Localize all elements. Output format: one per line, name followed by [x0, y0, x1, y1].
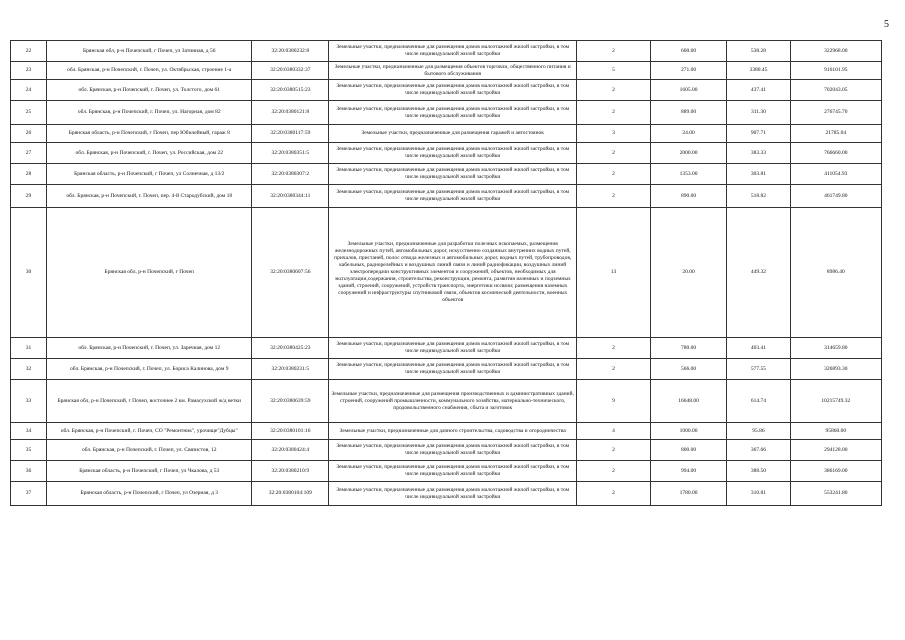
land-use-cell: Земельные участки, предназначенные для размещения домов малоэтажной жилой застройки, в том числе индивидуальной жилой застройки: [329, 338, 577, 359]
land-use-cell: Земельные участки, предназначенные для размещения домов малоэтажной жилой застройки, в том числе индивидуальной жилой застройки: [329, 143, 577, 164]
area-cell: 24.00: [650, 125, 727, 143]
specific-value-cell: 310.81: [727, 482, 790, 506]
specific-value-cell: 577.55: [727, 359, 790, 380]
area-cell: 1780.00: [650, 482, 727, 506]
specific-value-cell: 311.30: [727, 101, 790, 125]
row-number-cell: 33: [11, 380, 47, 423]
address-cell: Брянская область, р-н Почепский, г Почеп, ул Чкалова, д 53: [47, 461, 252, 482]
cadastral-number-cell: 32:20:0380101:16: [252, 423, 329, 440]
cadastral-value-cell: 21785.04: [790, 125, 881, 143]
land-use-cell: Земельные участки, предназначенные для размещения домов малоэтажной жилой застройки, в том числе индивидуальной жилой застройки: [329, 164, 577, 185]
group-number-cell: 3: [577, 125, 650, 143]
specific-value-cell: 383.33: [727, 143, 790, 164]
address-cell: обл. Брянская, р-н Почепский, г. Почеп, ул. Толстого, дом 61: [47, 80, 252, 101]
group-number-cell: 2: [577, 461, 650, 482]
specific-value-cell: 388.50: [727, 461, 790, 482]
group-number-cell: 4: [577, 423, 650, 440]
group-number-cell: 2: [577, 185, 650, 208]
row-number-cell: 32: [11, 359, 47, 380]
group-number-cell: 5: [577, 62, 650, 80]
table-row: [11, 380, 882, 423]
cadastral-value-cell: 411054.93: [790, 164, 881, 185]
area-cell: 890.00: [650, 185, 727, 208]
area-cell: 889.00: [650, 101, 727, 125]
table-row: [11, 482, 882, 506]
cadastral-value-cell: 294128.00: [790, 440, 881, 461]
address-cell: обл. Брянская, р-н Почепский, г. Почеп, пер. 4-й Стародубский, дом 18: [47, 185, 252, 208]
cadastral-value-cell: 10215749.32: [790, 380, 881, 423]
row-number-cell: 25: [11, 101, 47, 125]
cadastral-value-cell: 766660.00: [790, 143, 881, 164]
specific-value-cell: 403.41: [727, 338, 790, 359]
row-number-cell: 31: [11, 338, 47, 359]
table-row: [11, 143, 882, 164]
address-cell: обл. Брянская, р-н Почепский, г. Почеп, ул. Бориса Калинова, дом 9: [47, 359, 252, 380]
row-number-cell: 29: [11, 185, 47, 208]
address-cell: Брянская обл, р-н Почепский, г Почеп, ул Затинная, д 56: [47, 41, 252, 62]
table-row: [11, 101, 882, 125]
cadastral-value-cell: 916101.95: [790, 62, 881, 80]
table-row: [11, 62, 882, 80]
area-cell: 2000.00: [650, 143, 727, 164]
cadastral-number-cell: 32:20:0380515:23: [252, 80, 329, 101]
group-number-cell: 9: [577, 380, 650, 423]
cadastral-number-cell: 32:20:0380332:37: [252, 62, 329, 80]
group-number-cell: 2: [577, 359, 650, 380]
address-cell: обл. Брянская, р-н Почепский, г. Почеп, ул. Заречная, дом 12: [47, 338, 252, 359]
group-number-cell: 2: [577, 41, 650, 62]
specific-value-cell: 907.71: [727, 125, 790, 143]
cadastral-number-cell: 32:20:0380424:4: [252, 440, 329, 461]
page-number: 5: [884, 19, 889, 30]
cadastral-number-cell: 32:20:0380232:8: [252, 41, 329, 62]
cadastral-number-cell: 32:20:0380425:23: [252, 338, 329, 359]
land-use-cell: Земельные участки, предназначенные для размещения домов малоэтажной жилой застройки, в том числе индивидуальной жилой застройки: [329, 101, 577, 125]
cadastral-number-cell: 32:20:0380351:5: [252, 143, 329, 164]
row-number-cell: 37: [11, 482, 47, 506]
table-row: [11, 80, 882, 101]
table-row: [11, 359, 882, 380]
land-use-cell: Земельные участки, предназначенные для размещения домов малоэтажной жилой застройки, в том числе индивидуальной жилой застройки: [329, 41, 577, 62]
cadastral-value-cell: 553241.80: [790, 482, 881, 506]
address-cell: обл. Брянская, р-н Почепский, г. Почеп, ул. Российская, дом 22: [47, 143, 252, 164]
area-cell: 994.00: [650, 461, 727, 482]
area-cell: 20.00: [650, 208, 727, 338]
specific-value-cell: 95.86: [727, 423, 790, 440]
cadastral-value-cell: 386169.00: [790, 461, 881, 482]
area-cell: 16648.00: [650, 380, 727, 423]
cadastral-value-cell: 461749.80: [790, 185, 881, 208]
land-use-cell: Земельные участки, предназначенные для размещения домов малоэтажной жилой застройки, в том числе индивидуальной жилой застройки: [329, 461, 577, 482]
address-cell: Брянская обл, р-н Почепский, г Почеп: [47, 208, 252, 338]
table-row: [11, 338, 882, 359]
row-number-cell: 30: [11, 208, 47, 338]
table-row: [11, 461, 882, 482]
cadastral-value-cell: 314659.80: [790, 338, 881, 359]
specific-value-cell: 437.41: [727, 80, 790, 101]
cadastral-number-cell: 32:20:0380117:59: [252, 125, 329, 143]
land-use-cell: Земельные участки, предназначенные для размещения производственных и административных зданий, строений, сооружений промышленности, коммунального хозяйства, материально-технического, продовольственного снабжения, сбыта и заготовок: [329, 380, 577, 423]
cadastral-number-cell: 32:20:0380231:5: [252, 359, 329, 380]
area-cell: 800.00: [650, 440, 727, 461]
cadastral-number-cell: 32:20:0380639:59: [252, 380, 329, 423]
cadastral-number-cell: 32:20:0380121:8: [252, 101, 329, 125]
cadastral-number-cell: 32:20:0380210:9: [252, 461, 329, 482]
cadastral-value-cell: 8986.40: [790, 208, 881, 338]
row-number-cell: 24: [11, 80, 47, 101]
table-row: [11, 440, 882, 461]
land-use-cell: Земельные участки, предназначенные для размещения домов малоэтажной жилой застройки, в том числе индивидуальной жилой застройки: [329, 185, 577, 208]
table-body: [11, 41, 882, 506]
row-number-cell: 27: [11, 143, 47, 164]
land-use-cell: Земельные участки, предназначенные для размещения домов малоэтажной жилой застройки, в том числе индивидуальной жилой застройки: [329, 440, 577, 461]
cadastral-value-cell: 326893.30: [790, 359, 881, 380]
area-cell: 1000.00: [650, 423, 727, 440]
row-number-cell: 28: [11, 164, 47, 185]
area-cell: 780.00: [650, 338, 727, 359]
cadastral-number-cell: 32:20:0380307:2: [252, 164, 329, 185]
address-cell: Брянская обл, р-н Почепский, г Почеп, восточнее 2 км. Рамасухской ж/д ветки: [47, 380, 252, 423]
row-number-cell: 34: [11, 423, 47, 440]
cadastral-number-cell: 32:20:0380344:11: [252, 185, 329, 208]
specific-value-cell: 538.28: [727, 41, 790, 62]
row-number-cell: 26: [11, 125, 47, 143]
address-cell: обл. Брянская, р-н Почепский, г. Почеп, ул. Нагорная, дом 82: [47, 101, 252, 125]
specific-value-cell: 303.81: [727, 164, 790, 185]
specific-value-cell: 518.82: [727, 185, 790, 208]
specific-value-cell: 449.32: [727, 208, 790, 338]
address-cell: обл. Брянская, р-н Почепский, г. Почеп, СО "Ремонтник", урочище"Дубцы": [47, 423, 252, 440]
row-number-cell: 35: [11, 440, 47, 461]
cadastral-number-cell: 32:20:0380607:56: [252, 208, 329, 338]
cadastral-value-cell: 276745.70: [790, 101, 881, 125]
area-cell: 1605.00: [650, 80, 727, 101]
group-number-cell: 2: [577, 164, 650, 185]
table-row: [11, 185, 882, 208]
table-row: [11, 41, 882, 62]
row-number-cell: 22: [11, 41, 47, 62]
land-use-cell: Земельные участки, предназначенные для размещения домов малоэтажной жилой застройки, в том числе индивидуальной жилой застройки: [329, 80, 577, 101]
land-use-cell: Земельные участки, предназначенные для дачного строительства, садоводства и огородничества: [329, 423, 577, 440]
address-cell: обл. Брянская, р-н Почепский, г. Почеп, ул. Октябрьская, строение 1-а: [47, 62, 252, 80]
address-cell: Брянская область, р-н Почепский, г Почеп, ул Солнечная, д 13/2: [47, 164, 252, 185]
land-use-cell: Земельные участки, предназначенные для размещения домов малоэтажной жилой застройки, в том числе индивидуальной жилой застройки: [329, 359, 577, 380]
area-cell: 1353.00: [650, 164, 727, 185]
address-cell: Брянская область, р-н Почепский, г Почеп, пер Юбилейный, гараж 8: [47, 125, 252, 143]
land-use-cell: Земельные участки, предназначенные для размещения гаражей и автостоянок: [329, 125, 577, 143]
cadastral-value-cell: 322968.00: [790, 41, 881, 62]
table-row: [11, 164, 882, 185]
row-number-cell: 23: [11, 62, 47, 80]
land-use-cell: Земельные участки, предназначенные для размещения домов малоэтажной жилой застройки, в том числе индивидуальной жилой застройки: [329, 482, 577, 506]
table-row: [11, 208, 882, 338]
group-number-cell: 2: [577, 101, 650, 125]
group-number-cell: 2: [577, 143, 650, 164]
address-cell: обл. Брянская, р-н Почепский, г. Почеп, ул. Связистов, 12: [47, 440, 252, 461]
specific-value-cell: 614.74: [727, 380, 790, 423]
area-cell: 566.00: [650, 359, 727, 380]
address-cell: Брянская область, р-н Почепский, г Почеп, ул Озерная, д 3: [47, 482, 252, 506]
group-number-cell: 2: [577, 440, 650, 461]
group-number-cell: 2: [577, 338, 650, 359]
land-use-cell: Земельные участки, предназначенные для разработки полезных ископаемых, размещения железнодорожных путей, автомобильных дорог, искусственно созданных внутренних водных путей, причалов, пристаней, полос отвода железных и автомобильных дорог, водных путей, трубопроводов, кабельных, радиорелейных и воздушных линий связи и линий радиофикации, воздушных линий электропередачи конструктивных элементов и сооружений, объектов, необходимых для эксплуатации,содержания, строительства, реконструкции, ремонта, развития наземных и подземных зданий, строений, сооружений, устройств транспорта, энергетики иссвязи; размещения наземных сооружений и инфраструктуры спутниковой связи, объектов космической деятельности, военных объектов: [329, 208, 577, 338]
cadastral-value-cell: 95860.00: [790, 423, 881, 440]
specific-value-cell: 3380.45: [727, 62, 790, 80]
table-row: [11, 125, 882, 143]
land-registry-table: [10, 40, 882, 506]
specific-value-cell: 367.66: [727, 440, 790, 461]
table-row: [11, 423, 882, 440]
area-cell: 271.00: [650, 62, 727, 80]
land-use-cell: Земельные участки, предназначенные для размещения объектов торговли, общественного питания и бытового обслуживания: [329, 62, 577, 80]
cadastral-value-cell: 702043.05: [790, 80, 881, 101]
group-number-cell: 13: [577, 208, 650, 338]
group-number-cell: 2: [577, 482, 650, 506]
row-number-cell: 36: [11, 461, 47, 482]
area-cell: 600.00: [650, 41, 727, 62]
cadastral-number-cell: 32:20:0380104:109: [252, 482, 329, 506]
group-number-cell: 2: [577, 80, 650, 101]
